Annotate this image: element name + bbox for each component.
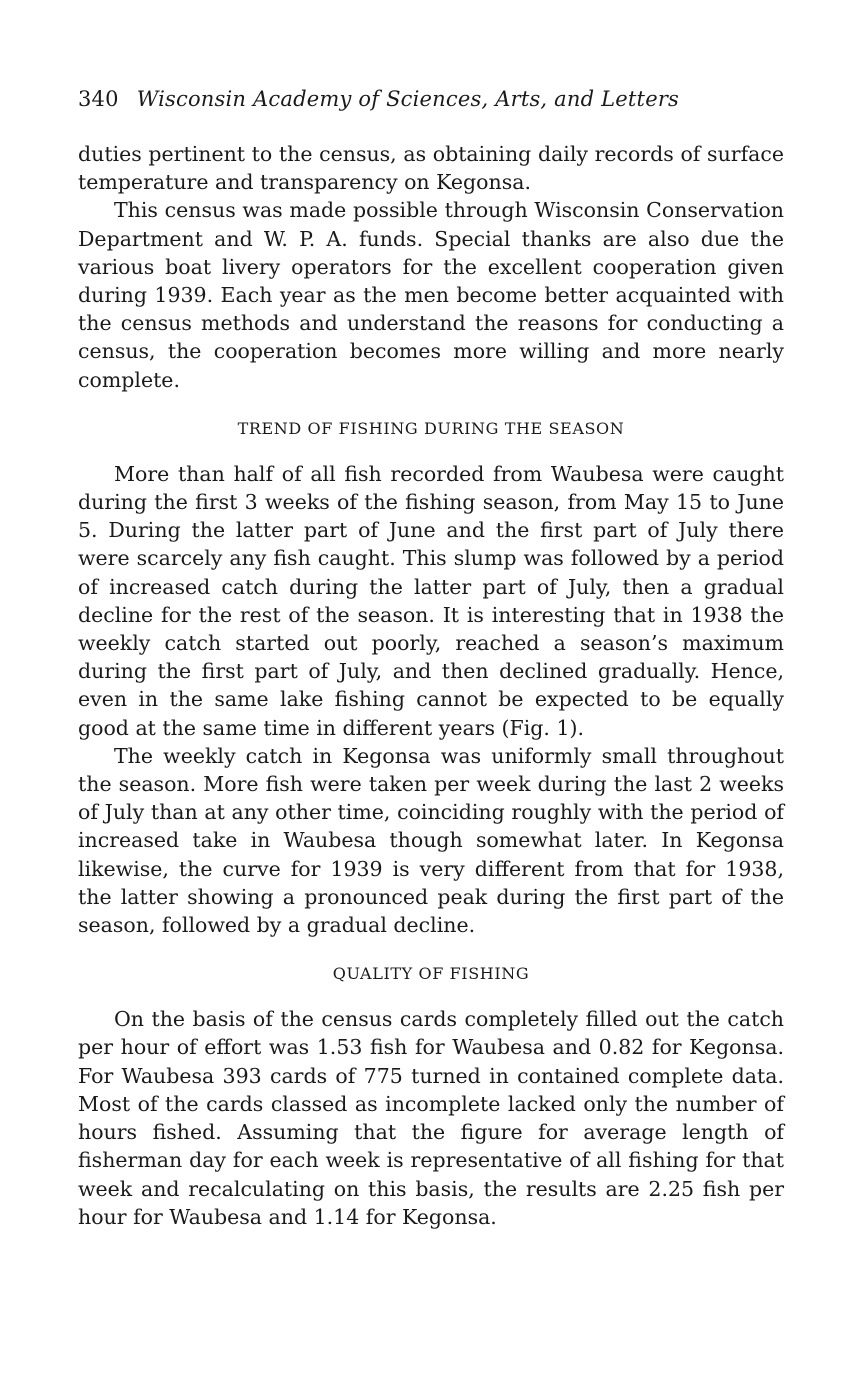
section-heading-trend: TREND OF FISHING DURING THE SEASON	[237, 418, 625, 438]
document-page	[78, 82, 784, 1231]
trend-paragraph-waubesa: More than half of all fish recorded from Waubesa were caught during the first 3 weeks of the fishing season, from May 15 to June 5. During the latter part of June and the first part of July there were scarcely any fish caught. This slump was followed by a period of increased catch during the latter part of July, then a gradual decline for the rest of the season. It is interesting that in 1938 the weekly catch started out poorly, reached a season’s maximum during the first part of July, and then declined gradually. Hence, even in the same lake fishing cannot be expected to be equally good at the same time in different years (Fig. 1).	[78, 461, 784, 740]
trend-paragraph-kegonsa: The weekly catch in Kegonsa was uniformly small throughout the season. More fish were taken per week during the last 2 weeks of July than at any other time, coinciding roughly with the period of increased take in Waubesa though somewhat later. In Kegonsa likewise, the curve for 1939 is very different from that for 1938, the latter showing a pronounced peak during the first part of the season, followed by a gradual decline.	[78, 743, 784, 938]
page-number: 340	[78, 87, 119, 111]
running-head	[78, 82, 784, 116]
journal-title: Wisconsin Academy of Sciences, Arts, and Letters	[136, 87, 680, 111]
section-heading-quality: QUALITY OF FISHING	[332, 964, 530, 984]
continued-paragraph: duties pertinent to the census, as obtaining daily records of surface temperature and transparency on Kegonsa.	[78, 142, 784, 195]
acknowledgments-paragraph: This census was made possible through Wisconsin Conservation Department and W. P. A. funds. Special thanks are also due the various boat livery operators for the excellent cooperation given during 1939. Each year as the men become better acquainted with the census methods and understand the reasons for conducting a census, the cooperation becomes more willing and more nearly complete.	[78, 198, 784, 392]
quality-paragraph: On the basis of the census cards completely filled out the catch per hour of effort was 1.53 fish for Waubesa and 0.82 for Kegonsa. For Waubesa 393 cards of 775 turned in contained complete data. Most of the cards classed as incomplete lacked only the number of hours fished. Assuming that the figure for average length of fisherman day for each week is representative of all fishing for that week and recalculating on this basis, the results are 2.25 fish per hour for Waubesa and 1.14 for Kegonsa.	[78, 1007, 784, 1229]
